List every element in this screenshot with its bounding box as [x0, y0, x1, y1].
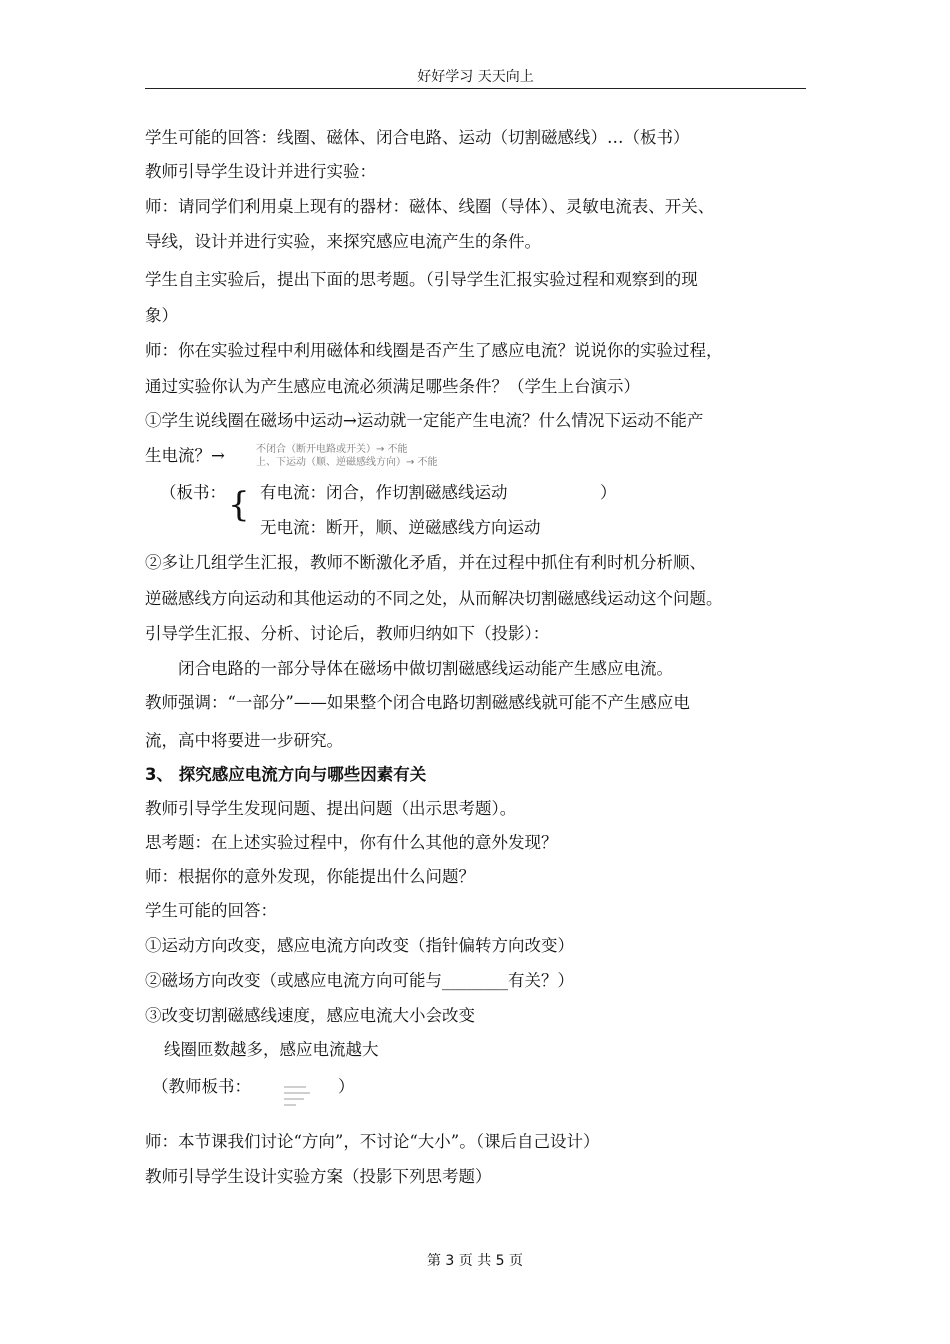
board-close: ） [600, 483, 617, 502]
paragraph: 象） [145, 306, 178, 325]
paragraph: 师：请同学们利用桌上现有的器材：磁体、线圈（导体）、灵敏电流表、开关、 [145, 197, 715, 216]
paragraph: 师：根据你的意外发现，你能提出什么问题？ [145, 867, 475, 886]
section-heading: 3、 探究感应电流方向与哪些因素有关 [145, 765, 427, 784]
board-open: （板书： [160, 483, 226, 502]
paragraph: 引导学生汇报、分析、讨论后，教师归纳如下（投影）： [145, 624, 550, 643]
paragraph: 学生可能的回答： [145, 901, 277, 920]
paragraph: 生电流？→ [145, 446, 225, 465]
paragraph: ②磁场方向改变（或感应电流方向可能与________有关？） [145, 971, 574, 990]
paragraph: 逆磁感线方向运动和其他运动的不同之处，从而解决切割磁感线运动这个问题。 [145, 589, 723, 608]
board-line-1: 有电流：闭合，作切割磁感线运动 [260, 483, 508, 502]
paragraph: 师：你在实验过程中利用磁体和线圈是否产生了感应电流？说说你的实验过程， [145, 341, 723, 360]
teacher-board-open: （教师板书： [152, 1077, 251, 1096]
teacher-board-close: ） [338, 1077, 355, 1096]
curly-brace-icon: { [228, 485, 250, 525]
board-note-line-2: 上、下运动（顺、逆磁感线方向）→ 不能 [256, 457, 438, 468]
paragraph: 思考题：在上述实验过程中，你有什么其他的意外发现？ [145, 833, 558, 852]
paragraph: 师：本节课我们讨论“方向”，不讨论“大小”。（课后自己设计） [145, 1132, 600, 1151]
page-footer: 第 3 页 共 5 页 [426, 1253, 524, 1269]
paragraph: ①运动方向改变，感应电流方向改变（指针偏转方向改变） [145, 936, 574, 955]
board-line-2: 无电流：断开，顺、逆磁感线方向运动 [260, 518, 541, 537]
paragraph: ③改变切割磁感线速度，感应电流大小会改变 [145, 1006, 475, 1025]
paragraph: 通过实验你认为产生感应电流必须满足哪些条件？（学生上台演示） [145, 377, 640, 396]
header-rule [145, 88, 806, 89]
page-header: 好好学习 天天向上 [417, 69, 534, 85]
paragraph: 线圈匝数越多，感应电流越大 [164, 1040, 379, 1059]
paragraph: 流，高中将要进一步研究。 [145, 731, 343, 750]
paragraph: ①学生说线圈在磁场中运动→运动就一定能产生电流？什么情况下运动不能产 [145, 411, 704, 430]
paragraph: 导线，设计并进行实验，来探究感应电流产生的条件。 [145, 232, 541, 251]
paragraph: ②多让几组学生汇报，教师不断激化矛盾，并在过程中抓住有利时机分析顺、 [145, 553, 706, 572]
paragraph: 教师引导学生发现问题、提出问题（出示思考题）。 [145, 799, 517, 818]
paragraph-conclusion: 闭合电路的一部分导体在磁场中做切割磁感线运动能产生感应电流。 [178, 659, 673, 678]
board-note-line-1: 不闭合（断开电路或开关）→ 不能 [256, 444, 408, 455]
paragraph: 学生自主实验后，提出下面的思考题。（引导学生汇报实验过程和观察到的现 [145, 270, 698, 289]
paragraph: 教师引导学生设计并进行实验： [145, 162, 376, 181]
paragraph: 教师引导学生设计实验方案（投影下列思考题） [145, 1167, 492, 1186]
board-image [284, 1082, 312, 1110]
paragraph: 教师强调：“一部分”——如果整个闭合电路切割磁感线就可能不产生感应电 [145, 693, 690, 712]
paragraph: 学生可能的回答：线圈、磁体、闭合电路、运动（切割磁感线）…（板书） [145, 128, 690, 147]
